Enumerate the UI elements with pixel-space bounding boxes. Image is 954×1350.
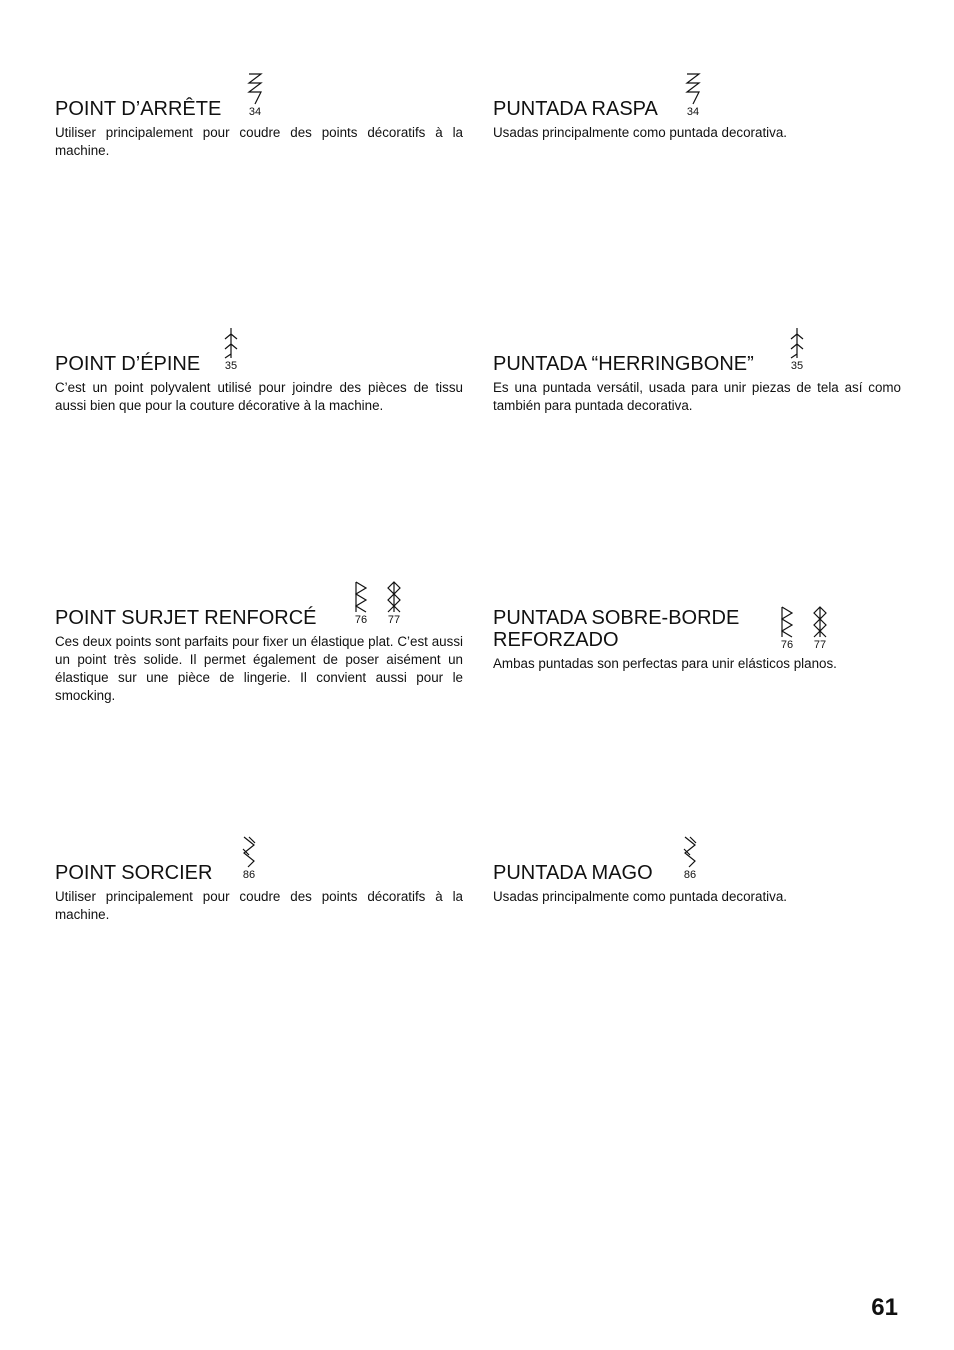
- page-number: 61: [871, 1294, 898, 1321]
- stitch-number: 86: [683, 869, 697, 881]
- stitch-35-icon: [788, 326, 806, 372]
- section-description: C’est un point polyvalent utilisé pour joindre des pièces de tissu aussi bien que pour la couture décorative à la machine.: [55, 380, 463, 413]
- stitch-34-icon: [246, 72, 264, 118]
- stitch-77-icon: [385, 580, 403, 626]
- stitch-34-icon: [684, 72, 702, 118]
- section-description: Ambas puntadas son perfectas para unir elásticos planos.: [493, 656, 837, 671]
- section-description: Usadas principalmente como puntada decorativa.: [493, 125, 788, 140]
- section-title: POINT SURJET RENFORCÉ: [55, 607, 317, 629]
- stitch-number: 76: [780, 639, 794, 651]
- section-point-depine: [55, 353, 463, 415]
- stitch-number: 77: [387, 614, 401, 626]
- stitch-35-icon: [222, 326, 240, 372]
- section-title: POINT D’ARRÊTE: [55, 98, 222, 120]
- stitch-number: 86: [242, 869, 256, 881]
- section-description: Utiliser principalement pour coudre des points décoratifs à la machine.: [55, 889, 463, 922]
- section-puntada-sobre-borde: [493, 607, 901, 673]
- section-title: POINT SORCIER: [55, 862, 213, 884]
- section-point-sorcier: [55, 862, 463, 924]
- stitch-number: 34: [686, 106, 700, 118]
- section-description: Ces deux points sont parfaits pour fixer un élastique plat. C’est aussi un point très solide. Il permet également de poser aisément un élastique sur une pièce de lingerie. Il convient aussi pour le smocking.: [55, 634, 463, 703]
- stitch-86-icon: [681, 835, 699, 881]
- stitch-76-icon: [352, 580, 370, 626]
- section-title: PUNTADA MAGO: [493, 862, 653, 884]
- section-title: PUNTADA “HERRINGBONE”: [493, 353, 754, 375]
- stitch-number: 35: [790, 360, 804, 372]
- stitch-86-icon: [240, 835, 258, 881]
- section-puntada-herringbone: [493, 353, 901, 415]
- stitch-77-icon: [811, 605, 829, 651]
- stitch-number: 35: [224, 360, 238, 372]
- stitch-76-icon: [778, 605, 796, 651]
- stitch-number: 77: [813, 639, 827, 651]
- stitch-number: 76: [354, 614, 368, 626]
- section-title: POINT D’ÉPINE: [55, 353, 201, 375]
- stitch-number: 34: [248, 106, 262, 118]
- section-title: PUNTADA RASPA: [493, 98, 658, 120]
- section-description: Es una puntada versátil, usada para unir piezas de tela así como también para puntada decorativa.: [493, 380, 901, 413]
- section-description: Utiliser principalement pour coudre des points décoratifs à la machine.: [55, 125, 463, 158]
- section-description: Usadas principalmente como puntada decorativa.: [493, 889, 788, 904]
- section-title: PUNTADA SOBRE-BORDE REFORZADO: [493, 607, 740, 651]
